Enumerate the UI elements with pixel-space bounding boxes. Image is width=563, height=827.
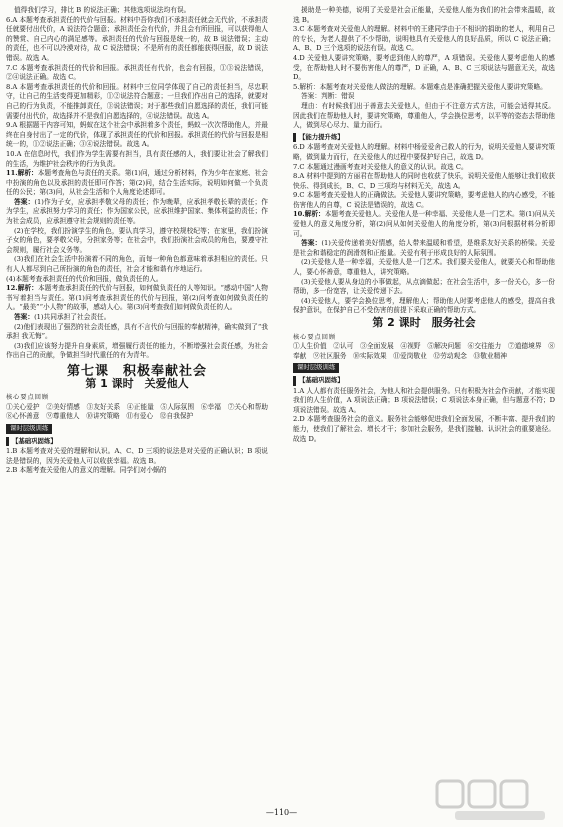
answer-label: 答案：	[301, 239, 322, 248]
answer-label: 答案：	[14, 197, 35, 206]
answer-text: (1)关爱传递着美好情感，给人带来温暖和希望，是维系友好关系的桥梁。关爱是社会和谐稳定的润滑剂和正能量。关爱有利于形成良好的人际氛围。	[293, 239, 555, 257]
question-11	[6, 169, 268, 198]
paragraph: 9.C 本题考查关爱他人的正确做法。关爱他人要讲究策略，要考虑他人的内心感受，不能伤害他人的自尊，C 说法是错误的，故选 C。	[293, 191, 555, 209]
answer-text: (1)共同承担了社会责任。	[34, 313, 111, 321]
answer-text: (4)关爱他人，要学会换位思考，理解他人；帮助他人时要考虑他人的感受，提高自我保护意识，在保护自己不受伤害的前提下采取正确的帮助方式。	[293, 296, 555, 315]
page-number: —110—	[265, 808, 298, 817]
answer-text: (3)关爱他人要从身边的小事做起，从点滴做起；在社会生活中，多一份关心，多一份帮助，多一份宽容，让关爱传递下去。	[293, 277, 555, 296]
question-10	[293, 210, 555, 239]
answer-text: 理由：有时候我们出于善意去关爱他人，但由于不注意方式方法，可能会适得其反。因此我们在帮助他人时，要讲究策略，尊重他人，学会换位思考，以平等的姿态去帮助他人，做到尽心尽力、量力而行。	[293, 101, 555, 130]
chapter-title: 第七课 积极奉献社会	[66, 363, 207, 379]
section-heading: 【能力提升练】	[293, 133, 347, 143]
lesson-title: 第 1 课时 关爱他人	[85, 376, 189, 390]
answer-text: (4)本题考查承担责任的代价和回报，做负责任的人。	[6, 274, 163, 283]
left-column	[6, 6, 275, 476]
answer-text: (2)关爱他人是一种幸福，关爱他人是一门艺术。我们要关爱他人，就要关心和帮助他人，要心怀善意，尊重他人，讲究策略。	[293, 258, 555, 277]
answer-block	[6, 198, 268, 227]
paragraph: 援助是一种美德，说明了关爱是社会正能量，关爱他人能为我们的社会带来温暖，故选 B。	[293, 6, 555, 24]
section-tag: 课时层级训练	[6, 424, 52, 434]
lesson-title: 第 2 课时 服务社会	[372, 316, 476, 329]
section-heading: 核心要点回顾	[6, 394, 50, 402]
question-head: 12.解析：	[6, 284, 38, 293]
key-points: ①人生价值 ②认可 ③全面发展 ④视野 ⑤解决问题 ⑥交往能力 ⑦道德境界 ⑧奉献 ⑨社区服务 ⑩实际效果 ⑪爱岗敬业 ⑫劳动观念 ⑬敬业精神	[293, 342, 555, 360]
paragraph: 4.D 关爱他人要讲究策略，要考虑到他人的尊严，A 项错误。关爱他人要考虑他人的感受，在帮助他人时不要伤害他人的尊严，D 正确，A、B、C 三项说法与题意无关，故选 D。	[293, 53, 555, 82]
question-text: 本题考查承担责任的代价与回报，如何做负责任的人等知识。“感动中国”人物书写着担当与责任。第(1)问考查承担责任的代价与回报，第(2)问考查如何做负责任的人。“最美”“小人物”的故事，感动人心。第(3)问考查我们如何做负责任的人。	[6, 284, 268, 312]
watermark-logo-icon	[435, 777, 555, 823]
right-column	[293, 6, 555, 444]
question-head: 11.解析：	[6, 169, 38, 178]
paragraph: 6.D 本题考查对关爱他人的理解。材料中杨爱爱舍己救人的行为，说明关爱他人要讲究策略，做到量力而行，在关爱他人的过程中要保护好自己，故选 D。	[293, 143, 555, 161]
paragraph: 值得我们学习，排比 B 的说法正确；其他选项说法均有误。	[14, 6, 191, 14]
answer-text: (1)作为子女，应承担孝敬父母的责任；作为晚辈，应承担孝敬长辈的责任；作为学生，应承担努力学习的责任；作为国家公民，应承担维护国家、集体利益的责任；作为社会成员，应承担遵守社会规则的责任等。	[6, 197, 268, 226]
paragraph: 6.A 本题考查承担责任的代价与回报。材料中吾你我们不承担责任就会无代价，不承担责任就要付出代价，A 说法符合题意；承担责任会有代价，并且会有所回报，可以获得他人的赞赏、自己内心的满足感等。承担责任的代价与回报是统一的，故 B 说法错误；主动的责任，也不可以冷漠对待，故 C 说法错误；不是所有的责任都能获得回报，故 D 说法错误。故选 A。	[6, 15, 268, 62]
paragraph: 2.B 本题考查关爱他人的意义的理解。同学们对小蜗的	[6, 466, 167, 475]
paragraph: 5.解析：本题考查对关爱他人做法的理解。本题难点是准确把握关爱他人要讲究策略。	[293, 82, 547, 91]
question-text: 本题考查角色与责任的关系。第(1)问，通过分析材料，作为少年在家庭、社会中扮演的角色以及承担的责任即可作答；第(2)问，结合生活实际，说明如何做一个负责任的公民；第(3)问，从社会生活和个人角度论述即可。	[6, 169, 268, 197]
answer-text: (3)我们应该努力提升自身素质，增强履行责任的能力，不断增强社会责任感，为社会作出自己的贡献，争做担当时代重任的有为青年。	[6, 341, 268, 360]
paragraph: 8.A 本题考查承担责任的代价和回报。材料中三位同学体现了自己的责任担当，尽忠职守，让自己的生活变得更加精彩，①②说法符合题意；一旦我们作出自己的选择，就要对自己的行为负责，不能推卸责任，③说法错误；对于那些我们自愿选择的责任，我们可能需要付出代价，故选择并不是我们自愿选择的，④说法错误。故选 A。	[6, 82, 268, 120]
key-points: ①关心爱护 ②美好情感 ③友好关系 ④正能量 ⑤人际氛围 ⑥幸福 ⑦关心和帮助 ⑧心怀善意 ⑨尊重他人 ⑩讲究策略 ⑪有爱心 ⑫自我保护	[6, 402, 275, 421]
paragraph: 10.A 在信息时代，我们作为学生需要有担当，具有责任感的人，我们要让社会了解我们的生活，为维护社会秩序的行为负责。	[6, 149, 268, 168]
paragraph: 1.B 本题考查对关爱的理解和认识。A、C、D 三项的说法是对关爱的正确认识；B 项说法是错误的，因为关爱他人可以收获幸福。故选 B。	[6, 447, 268, 465]
answer-label: 答案：	[14, 313, 35, 321]
paragraph: 3.C 本题考查对关爱他人的理解。材料中的王建同学由于不相识的捐助的老人，利用自己的专长，为老人提供了不少帮助，说明他具有关爱他人的良好品质，所以 C 说法正确；A、B、D 三个选项的说法有误。故选 C。	[293, 25, 555, 53]
section-heading: 【基础巩固练】	[293, 376, 347, 386]
paragraph: 9.A 根据题干内容可知，蚂蚁在这个社会中承担着多个责任，蚂蚁一次次帮助他人，并最终在自身付出了一定的代价，体现了承担责任的代价和回报。承担责任的代价与回报是相统一的，①②说法正确；③④说法错误。故选 A。	[6, 121, 268, 149]
question-text: 本题考查关爱他人。关爱他人是一种幸福、关爱他人是一门艺术。第(1)问从关爱他人的意义角度分析，第(2)问从如何关爱他人的角度分析，第(3)问根据材料分析即可。	[293, 210, 555, 238]
answer-text: (3)我们在社会生活中扮演着不同的角色，而每一种角色都意味着承担相应的责任。只有人人都尽到自己所扮演的角色的责任，社会才能和谐有序地运行。	[6, 255, 268, 274]
answer-text: 答案：判断：错误	[301, 92, 355, 101]
paragraph: 1.A 人人都有责任服务社会，为他人和社会提供服务。只有积极为社会作贡献，才能实现我们的人生价值，A 项说法正确；B 项说法错误；C 项说法本身正确，但与题意不符；D 项说法错误。故选 A。	[293, 386, 555, 414]
answer-text: (2)在学校，我们扮演学生的角色，要认真学习，遵守校规校纪等；在家里，我们扮演子女的角色，要孝敬父母，分担家务等；在社会中，我们扮演社会成员的角色，要遵守社会规则，履行社会义务等。	[6, 226, 268, 254]
question-head: 10.解析：	[293, 210, 325, 219]
section-tag: 课时层级训练	[293, 363, 339, 373]
answer-text: (2)他们表现出了强烈的社会责任感，具有不言代价与回报的奉献精神，确实做到了“我承担 我无悔”。	[6, 322, 268, 341]
answer-block	[293, 239, 555, 258]
paragraph: 2.D 本题考查服务社会的意义。服务社会能够促进我们全面发展，不断丰富、提升我们的能力，使我们了解社会、增长才干；参加社会服务，是我们接触、认识社会的重要途径。故选 D。	[293, 415, 555, 443]
answer-block	[6, 313, 268, 323]
paragraph: 7.C 本题考查承担责任的代价和回报。承担责任有代价，也会有回报，①③说法错误，②④说法正确。故选 C。	[6, 63, 268, 82]
section-heading: 【基础巩固练】	[6, 437, 60, 447]
question-12	[6, 284, 268, 313]
paragraph: 7.C 本题通过漫画考查对关爱他人的意义的认识。故选 C。	[293, 162, 468, 171]
section-heading: 核心要点回顾	[293, 333, 337, 341]
paragraph: 8.A 材料中提到的方丽君在帮助他人的同时也收获了快乐，说明关爱他人能够让我们收获快乐、得到成长，B、C、D 三项均与材料无关，故选 A。	[293, 172, 555, 190]
